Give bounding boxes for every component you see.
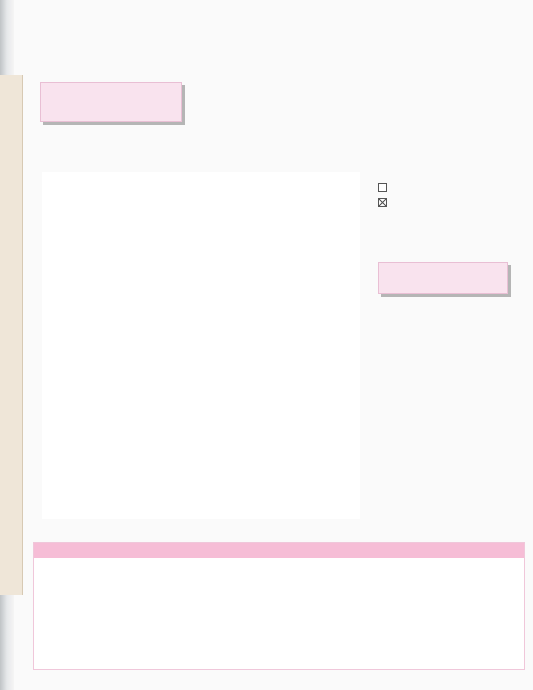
empty-square-icon: [378, 183, 387, 192]
conseils-text: [34, 558, 524, 573]
voici-title: [379, 263, 507, 269]
legend-full-row: [378, 198, 518, 207]
chart-grid-svg: [42, 172, 360, 519]
watermark: [283, 648, 523, 682]
filled-square-icon: [378, 198, 387, 207]
conseils-bar: [34, 543, 524, 558]
instructions-col3: [360, 84, 510, 99]
page-edge: [0, 75, 23, 595]
voici-header-box: [378, 262, 508, 294]
pattern-header-box: [40, 82, 182, 122]
chart-row-numbers: [362, 172, 376, 519]
filet-crochet-chart: [42, 172, 360, 519]
instructions-col2: [201, 84, 351, 106]
pattern-header-line2: [41, 85, 181, 87]
legend-empty-row: [378, 183, 518, 192]
instructions-col1: [42, 124, 192, 131]
diagram-legend: [378, 178, 518, 213]
